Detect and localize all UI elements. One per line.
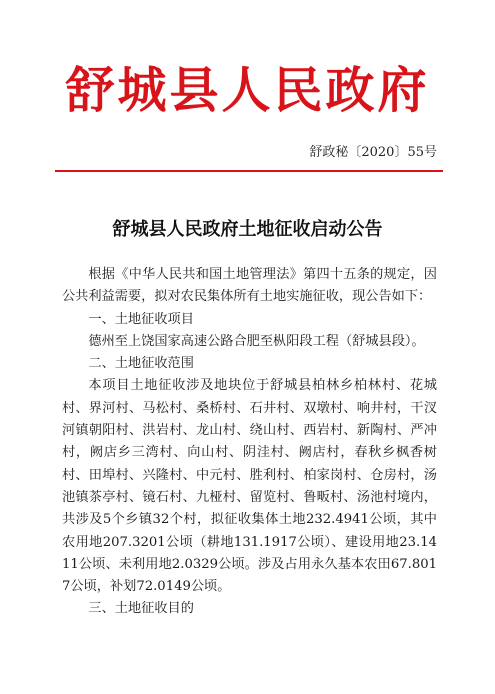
announcement-title: 舒城县人民政府土地征收启动公告	[112, 219, 383, 240]
section-2-heading: 二、土地征收范围	[88, 356, 194, 372]
document-number: 舒政秘〔2020〕55号	[309, 145, 437, 160]
section-3-heading: 三、土地征收目的	[88, 601, 194, 617]
intro-paragraph: 根据《中华人民共和国土地管理法》第四十五条的规定，因公共利益需要，拟对农民集体所有土地实施征收，现公告如下：	[62, 267, 437, 305]
red-divider-line	[55, 170, 443, 172]
section-1-heading: 一、土地征收项目	[88, 311, 194, 327]
masthead-title: 舒城县人民政府	[65, 61, 430, 119]
section-2-text: 本项目土地征收涉及地块位于舒城县柏林乡柏林村、花城村、界河村、马松村、桑桥村、石井村、双墩村、响井村，干汊河镇朝阳村、洪岩村、龙山村、绕山村、西岩村、新陶村、严冲村，阙店乡三湾村、向山村、阴洼村、阙店村，春秋乡枫香树村、田埠村、兴隆村、中元村、胜利村、柏家岗村、仓房村，汤池镇茶亭村、镜石村、九桠村、留览村、鲁畈村、汤池村境内，共涉及5个乡镇32个村，拟征收集体土地232.4941公顷，其中农用地207.3201公顷（耕地131.1917公顷）、建设用地23.1411公顷、未利用地2.0329公顷。涉及占用永久基本农田67.8017公顷，补划72.0149公顷。	[62, 378, 437, 595]
section-1-text: 德州至上饶国家高速公路合肥至枞阳段工程（舒城县段）。	[88, 333, 425, 349]
announcement-body	[62, 264, 437, 621]
